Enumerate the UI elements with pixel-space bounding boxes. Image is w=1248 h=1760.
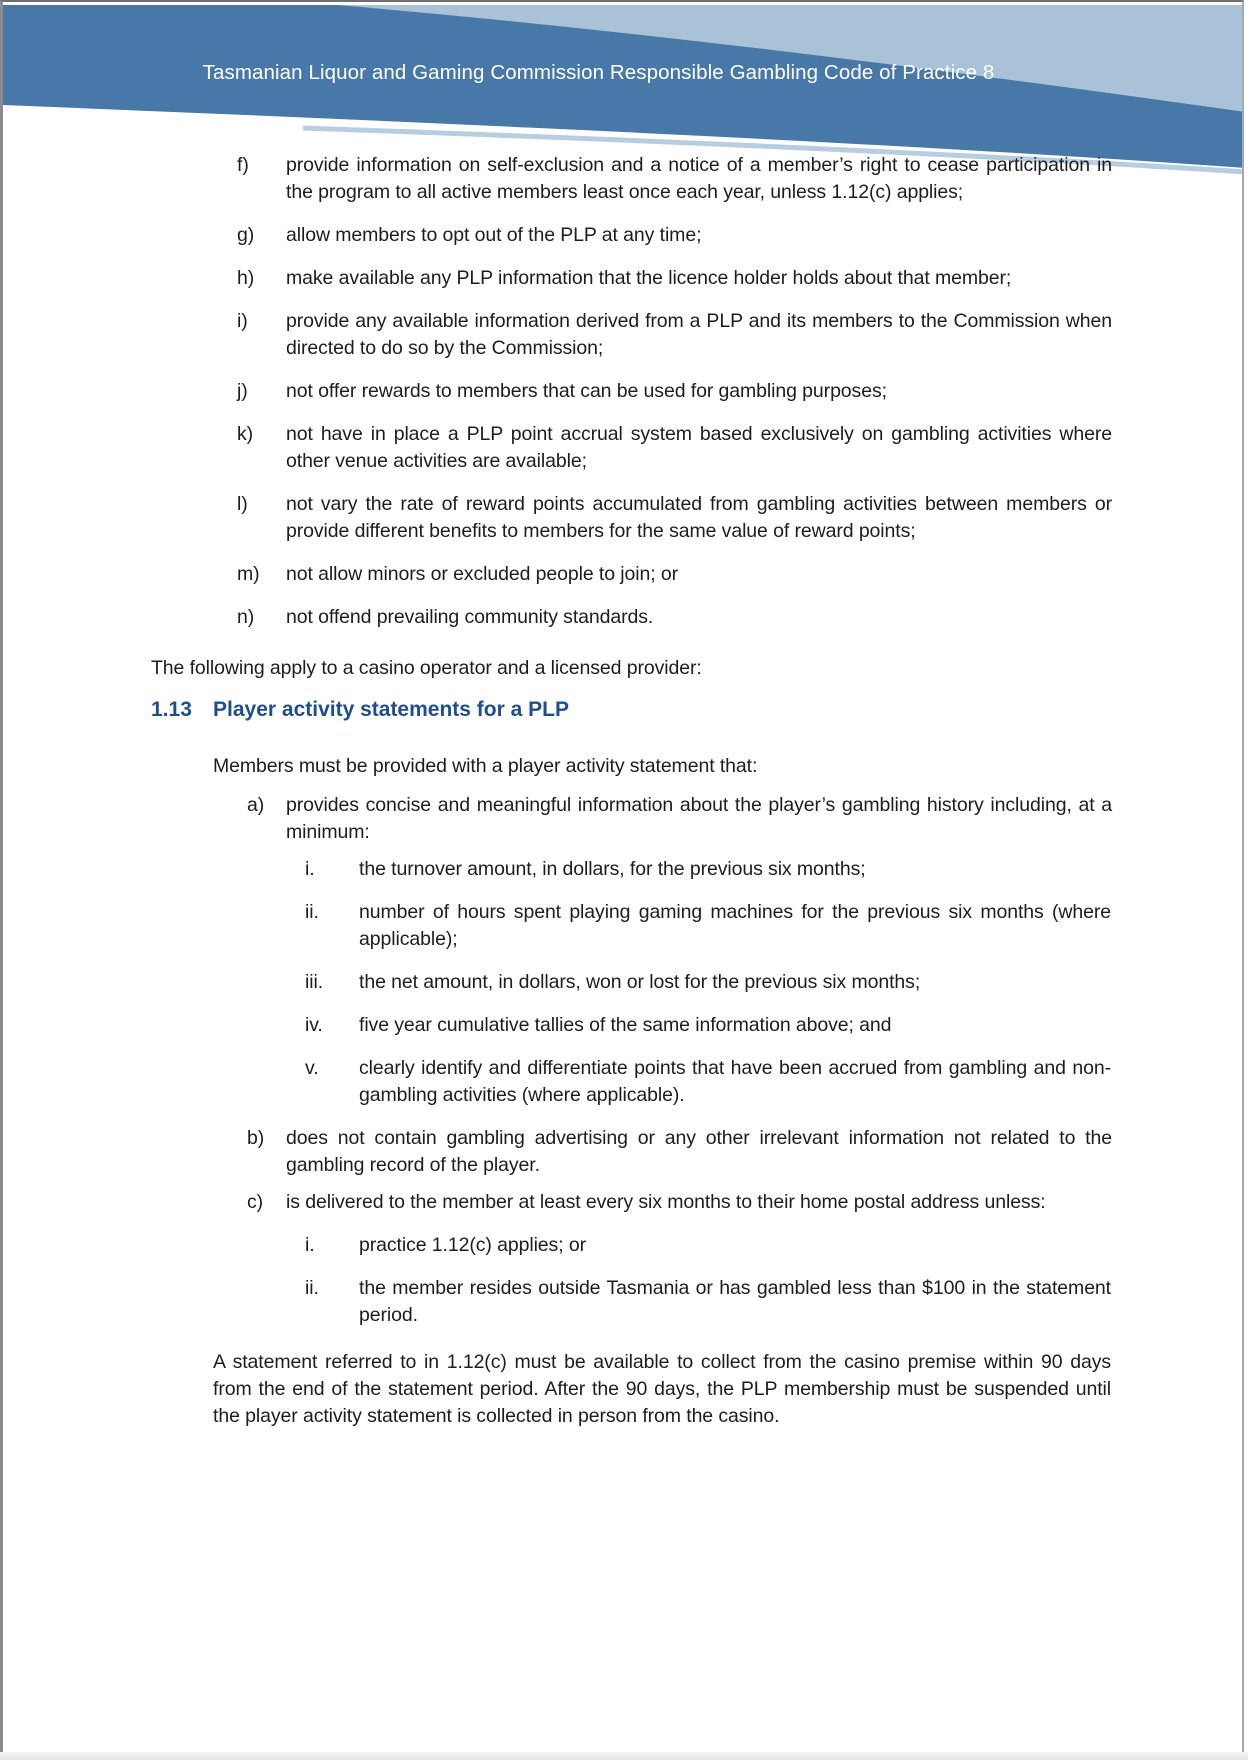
- item-marker: f): [237, 154, 249, 176]
- sub-item-a-ii: [299, 899, 1242, 953]
- item-text: is delivered to the member at least every six months to their home postal address unless:: [286, 1191, 1046, 1213]
- item-marker: l): [237, 493, 248, 515]
- section-number: 1.13: [151, 698, 192, 721]
- intro-paragraph: The following apply to a casino operator and a licensed provider:: [151, 657, 702, 679]
- requirement-item-g: [237, 222, 1242, 249]
- item-marker: g): [237, 224, 255, 246]
- item-text: clearly identify and differentiate points that have been accrued from gambling and non-gambling activities (where applicable).: [359, 1057, 1111, 1106]
- item-text: provides concise and meaningful information about the player’s gambling history including, at a minimum:: [286, 794, 1112, 843]
- requirement-item-k: [237, 421, 1242, 475]
- sub-item-a-v: [299, 1055, 1242, 1109]
- item-marker: i.: [305, 858, 315, 880]
- item-text: allow members to opt out of the PLP at any time;: [286, 224, 702, 246]
- item-marker: a): [247, 794, 265, 816]
- sub-item-a-i: [299, 856, 1242, 883]
- item-marker: k): [237, 423, 254, 445]
- document-content: [3, 152, 1242, 1430]
- item-marker: i): [237, 310, 248, 332]
- section-heading: [151, 696, 1242, 723]
- item-marker: i.: [305, 1234, 315, 1256]
- item-text: the net amount, in dollars, won or lost for the previous six months;: [359, 971, 921, 993]
- item-text: the member resides outside Tasmania or has gambled less than $100 in the statement period.: [359, 1277, 1111, 1326]
- statement-item-b: [247, 1125, 1242, 1179]
- item-marker: m): [237, 563, 260, 585]
- item-text: not vary the rate of reward points accumulated from gambling activities between members or provide different benefits to members for the same value of reward points;: [286, 493, 1112, 542]
- requirement-item-h: [237, 265, 1242, 292]
- item-marker: b): [247, 1127, 265, 1149]
- requirement-item-n: [237, 604, 1242, 631]
- closing-paragraph: A statement referred to in 1.12(c) must be available to collect from the casino premise within 90 days from the end of the statement period. After the 90 days, the PLP membership must be suspended until the player activity statement is collected in person from the casino.: [213, 1351, 1111, 1427]
- player-statement-list: [3, 792, 1242, 1329]
- requirement-item-j: [237, 378, 1242, 405]
- statement-item-c: [247, 1189, 1242, 1216]
- section-title: Player activity statements for a PLP: [213, 698, 569, 721]
- item-marker: iv.: [305, 1014, 323, 1036]
- statement-item-a: [247, 792, 1242, 846]
- item-marker: c): [247, 1191, 264, 1213]
- item-text: not have in place a PLP point accrual system based exclusively on gambling activities where other venue activities are available;: [286, 423, 1112, 472]
- item-text: five year cumulative tallies of the same information above; and: [359, 1014, 892, 1036]
- item-text: provide any available information derived from a PLP and its members to the Commission when directed to do so by the Commission;: [286, 310, 1112, 359]
- sub-item-c-ii: [299, 1275, 1242, 1329]
- item-marker: n): [237, 606, 255, 628]
- page-header-title: Tasmanian Liquor and Gaming Commission Responsible Gambling Code of Practice 8: [202, 61, 995, 84]
- item-text: not allow minors or excluded people to join; or: [286, 563, 679, 585]
- item-text: provide information on self-exclusion and a notice of a member’s right to cease participation in the program to all active members least once each year, unless 1.12(c) applies;: [286, 154, 1112, 203]
- item-marker: v.: [305, 1057, 319, 1079]
- item-marker: ii.: [305, 901, 319, 923]
- sub-item-c-i: [299, 1232, 1242, 1259]
- lead-paragraph: Members must be provided with a player activity statement that:: [213, 755, 758, 777]
- page-shadow-strip: [0, 1752, 1248, 1760]
- item-text: the turnover amount, in dollars, for the previous six months;: [359, 858, 866, 880]
- item-marker: ii.: [305, 1277, 319, 1299]
- requirement-item-l: [237, 491, 1242, 545]
- sub-item-a-iii: [299, 969, 1242, 996]
- item-text: practice 1.12(c) applies; or: [359, 1234, 586, 1256]
- requirement-item-i: [237, 308, 1242, 362]
- item-marker: h): [237, 267, 255, 289]
- requirement-item-f: [237, 152, 1242, 206]
- requirement-item-m: [237, 561, 1242, 588]
- item-text: make available any PLP information that the licence holder holds about that member;: [286, 267, 1012, 289]
- item-marker: j): [237, 380, 248, 402]
- item-text: number of hours spent playing gaming machines for the previous six months (where applicable);: [359, 901, 1111, 950]
- item-text: not offend prevailing community standards.: [286, 606, 654, 628]
- sub-item-a-iv: [299, 1012, 1242, 1039]
- plp-requirements-list: [3, 152, 1242, 631]
- item-text: not offer rewards to members that can be used for gambling purposes;: [286, 380, 887, 402]
- item-text: does not contain gambling advertising or any other irrelevant information not related to the gambling record of the player.: [286, 1127, 1112, 1176]
- item-marker: iii.: [305, 971, 324, 993]
